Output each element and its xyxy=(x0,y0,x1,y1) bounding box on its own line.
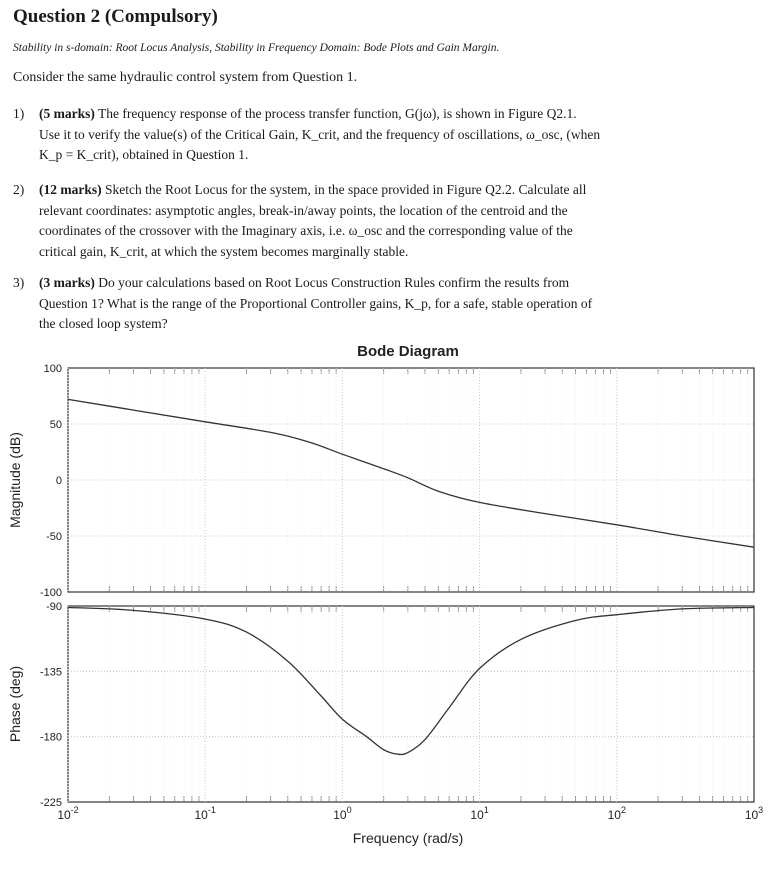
question-1 xyxy=(13,104,600,166)
question-number: 2) xyxy=(13,182,25,197)
question-title: Question 2 (Compulsory) xyxy=(13,6,218,27)
question-line xyxy=(13,104,600,125)
y-tick-label: -225 xyxy=(39,797,62,809)
magnitude-tick-labels xyxy=(40,363,62,599)
marks-label: (5 marks) xyxy=(39,106,95,121)
question-line xyxy=(13,273,592,294)
marks-label: (12 marks) xyxy=(39,182,102,197)
y-tick-label: -100 xyxy=(39,587,62,599)
marks-label: (3 marks) xyxy=(39,275,95,290)
x-tick-label: $10^2$ xyxy=(607,805,626,822)
x-tick-label: $10^3$ xyxy=(744,805,764,822)
question-text: Sketch the Root Locus for the system, in the space provided in Figure Q2.2. Calculate all xyxy=(105,182,587,197)
y-tick-label: -180 xyxy=(39,731,62,744)
intro-text: Consider the same hydraulic control system from Question 1. xyxy=(13,70,358,85)
chart-title: Bode Diagram xyxy=(357,343,459,360)
magnitude-plot xyxy=(7,363,754,599)
y-tick-label: -50 xyxy=(46,531,62,543)
question-line: coordinates of the crossover with the Imaginary axis, i.e. ω_osc and the corresponding value of the xyxy=(39,223,573,238)
question-text: Do your calculations based on Root Locus Construction Rules confirm the results from xyxy=(98,275,570,290)
question-line: K_p = K_crit), obtained in Question 1. xyxy=(39,147,249,162)
frequency-tick-labels xyxy=(57,805,763,822)
phase-axis-label: Phase (deg) xyxy=(7,665,23,743)
x-tick-label: $10^0$ xyxy=(333,805,352,822)
question-text: The frequency response of the process transfer function, G(jω), is shown in Figure Q2.1. xyxy=(98,106,577,121)
phase-axes-frame xyxy=(68,606,754,802)
question-line: critical gain, K_crit, at which the system becomes marginally stable. xyxy=(39,243,409,259)
phase-plot xyxy=(7,601,754,809)
x-tick-label: $10^{-1}$ xyxy=(194,805,216,822)
bode-diagram xyxy=(0,336,773,866)
y-tick-label: -90 xyxy=(46,601,62,613)
question-line xyxy=(13,180,586,201)
y-tick-label: 100 xyxy=(43,363,62,375)
x-tick-label: $10^{-2}$ xyxy=(57,805,79,822)
question-number: 1) xyxy=(13,106,25,121)
question-line: Question 1? What is the range of the Proportional Controller gains, K_p, for a safe, stable operation of xyxy=(39,295,593,311)
topics-subtitle: Stability in s-domain: Root Locus Analysis, Stability in Frequency Domain: Bode Plots and Gain Margin. xyxy=(13,42,500,54)
question-line: Use it to verify the value(s) of the Critical Gain, K_crit, and the frequency of oscillations, ω_osc, (when xyxy=(39,126,601,142)
y-tick-label: -135 xyxy=(39,666,62,679)
y-tick-label: 50 xyxy=(49,419,62,431)
magnitude-axis-label: Magnitude (dB) xyxy=(7,432,23,528)
frequency-axis-label: Frequency (rad/s) xyxy=(352,830,464,846)
question-line: relevant coordinates: asymptotic angles, break-in/away points, the location of the centroid and the xyxy=(39,202,568,218)
question-3 xyxy=(13,273,592,335)
x-tick-label: $10^1$ xyxy=(470,805,489,822)
question-number: 3) xyxy=(13,275,25,290)
question-2 xyxy=(13,180,586,262)
y-tick-label: 0 xyxy=(55,475,62,487)
phase-tick-labels xyxy=(40,601,62,809)
question-line: the closed loop system? xyxy=(39,316,168,331)
